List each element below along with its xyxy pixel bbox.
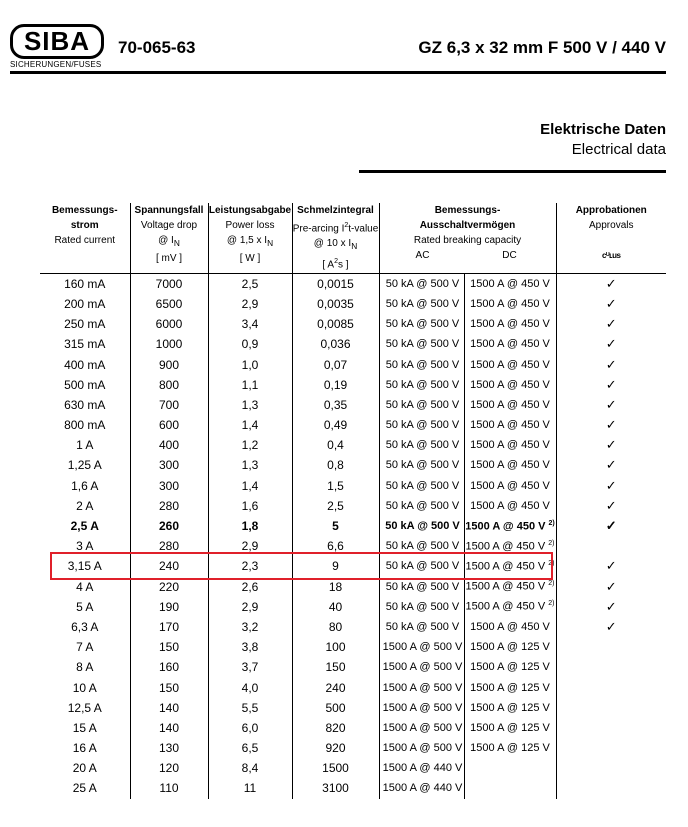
cell-i2t-value: 0,036 bbox=[292, 334, 379, 354]
cell-voltage-drop: 130 bbox=[130, 738, 208, 758]
col-approvals: Approbationen Approvals cᵁʟus bbox=[556, 203, 666, 273]
cell-rated-current: 1,25 A bbox=[67, 458, 102, 473]
cell-ac-breaking: 50 kA @ 500 V bbox=[379, 415, 464, 435]
cell-dc-breaking: 1500 A @ 450 V $^{2)}$ bbox=[464, 556, 556, 576]
cell-dc-breaking: 1500 A @ 125 V bbox=[464, 637, 556, 657]
table-row bbox=[40, 698, 666, 718]
cell-ac-breaking: 50 kA @ 500 V bbox=[379, 536, 464, 556]
table-row bbox=[40, 677, 666, 697]
table-row bbox=[40, 273, 666, 294]
cell-rated-current: 8 A bbox=[76, 660, 94, 675]
cell-i2t-value: 920 bbox=[292, 738, 379, 758]
cell-ac-breaking: 1500 A @ 500 V bbox=[379, 637, 464, 657]
cell-voltage-drop: 700 bbox=[130, 395, 208, 415]
cell-approval: ✓ bbox=[556, 415, 666, 435]
cell-ac-breaking: 50 kA @ 500 V bbox=[379, 617, 464, 637]
cell-ac-breaking: 50 kA @ 500 V bbox=[379, 455, 464, 475]
cell-ac-breaking: 50 kA @ 500 V bbox=[379, 314, 464, 334]
cell-voltage-drop: 110 bbox=[130, 778, 208, 798]
cell-ac-breaking: 50 kA @ 500 V bbox=[379, 576, 464, 596]
table-row bbox=[40, 455, 666, 475]
cell-dc-breaking: 1500 A @ 450 V bbox=[464, 354, 556, 374]
cell-power-loss: 8,4 bbox=[208, 758, 292, 778]
cell-rated-current: 315 mA bbox=[64, 337, 106, 352]
cell-rated-current: 4 A bbox=[76, 579, 94, 594]
cell-rated-current: 25 A bbox=[72, 781, 97, 796]
cell-dc-breaking: 1500 A @ 450 V bbox=[464, 476, 556, 496]
cell-rated-current: 500 mA bbox=[64, 377, 106, 392]
cell-voltage-drop: 220 bbox=[130, 576, 208, 596]
cell-approval bbox=[556, 657, 666, 677]
cell-approval: ✓ bbox=[556, 516, 666, 536]
cell-i2t-value: 0,19 bbox=[292, 375, 379, 395]
cell-i2t-value: 0,0015 bbox=[292, 273, 379, 294]
cell-voltage-drop: 260 bbox=[130, 516, 208, 536]
cell-rated-current: 160 mA bbox=[64, 276, 106, 291]
cell-ac-breaking: 50 kA @ 500 V bbox=[379, 476, 464, 496]
cell-rated-current: 6,3 A bbox=[71, 619, 99, 634]
cell-dc-breaking: 1500 A @ 450 V $^{2)}$ bbox=[464, 576, 556, 596]
cell-rated-current: 2 A bbox=[76, 498, 94, 513]
section-title-en: Electrical data bbox=[571, 141, 666, 158]
footnote-ref: 2) bbox=[548, 519, 555, 527]
siba-logo bbox=[10, 24, 104, 70]
cell-power-loss: 6,5 bbox=[208, 738, 292, 758]
logo-subtitle: SICHERUNGEN/FUSES bbox=[10, 60, 102, 69]
cell-rated-current: 7 A bbox=[76, 640, 94, 655]
cell-approval bbox=[556, 718, 666, 738]
cell-approval bbox=[556, 738, 666, 758]
cell-power-loss: 6,0 bbox=[208, 718, 292, 738]
cell-power-loss: 2,5 bbox=[208, 273, 292, 294]
cell-approval: ✓ bbox=[556, 334, 666, 354]
cell-power-loss: 1,4 bbox=[208, 415, 292, 435]
cell-ac-breaking: 50 kA @ 500 V bbox=[379, 354, 464, 374]
footnote-ref: 2) bbox=[548, 560, 555, 568]
cell-approval bbox=[556, 758, 666, 778]
logo-wordmark: SIBA bbox=[10, 24, 104, 59]
cell-rated-current: 1 A bbox=[76, 438, 94, 453]
cell-voltage-drop: 800 bbox=[130, 375, 208, 395]
table-row bbox=[40, 738, 666, 758]
cell-approval bbox=[556, 778, 666, 798]
cell-approval: ✓ bbox=[556, 617, 666, 637]
cell-power-loss: 1,8 bbox=[208, 516, 292, 536]
cell-i2t-value: 0,0035 bbox=[292, 294, 379, 314]
cell-ac-breaking: 50 kA @ 500 V bbox=[379, 375, 464, 395]
cell-power-loss: 1,3 bbox=[208, 455, 292, 475]
cell-power-loss: 0,9 bbox=[208, 334, 292, 354]
cell-power-loss: 1,4 bbox=[208, 476, 292, 496]
cell-ac-breaking: 1500 A @ 500 V bbox=[379, 698, 464, 718]
cell-dc-breaking: 1500 A @ 450 V $^{2)}$ bbox=[464, 536, 556, 556]
cell-voltage-drop: 300 bbox=[130, 476, 208, 496]
table-row bbox=[40, 294, 666, 314]
section-title-de: Elektrische Daten bbox=[540, 121, 666, 138]
cell-i2t-value: 3100 bbox=[292, 778, 379, 798]
cell-i2t-value: 5 bbox=[292, 516, 379, 536]
cell-dc-breaking: 1500 A @ 125 V bbox=[464, 718, 556, 738]
footnote-ref: 2) bbox=[548, 580, 555, 588]
cell-approval bbox=[556, 536, 666, 556]
col-i2t: Schmelzintegral Pre-arcing $I^2t$-value @ 10 x $I_N$ [ $A^2s$ ] bbox=[292, 205, 379, 271]
col-breaking-capacity: Bemessungs- Ausschaltvermögen Rated breaking capacity AC DC bbox=[379, 203, 556, 273]
cell-voltage-drop: 1000 bbox=[130, 334, 208, 354]
cell-i2t-value: 2,5 bbox=[292, 496, 379, 516]
cell-approval: ✓ bbox=[556, 294, 666, 314]
cell-rated-current: 3 A bbox=[76, 539, 94, 554]
cell-i2t-value: 150 bbox=[292, 657, 379, 677]
table-row bbox=[40, 718, 666, 738]
cell-approval: ✓ bbox=[556, 375, 666, 395]
header-rule bbox=[10, 71, 666, 74]
cell-dc-breaking: 1500 A @ 450 V bbox=[464, 496, 556, 516]
cell-power-loss: 2,9 bbox=[208, 597, 292, 617]
col-voltage-drop: Spannungsfall Voltage drop @ $I_N$ [ mV ] bbox=[130, 203, 208, 273]
cell-i2t-value: 0,0085 bbox=[292, 314, 379, 334]
cell-power-loss: 3,2 bbox=[208, 617, 292, 637]
cell-power-loss: 1,2 bbox=[208, 435, 292, 455]
cell-i2t-value: 80 bbox=[292, 617, 379, 637]
highlighted-row-marker bbox=[50, 552, 553, 580]
table-row bbox=[40, 435, 666, 455]
table-row bbox=[40, 597, 666, 617]
cell-approval: ✓ bbox=[556, 395, 666, 415]
cell-rated-current: 16 A bbox=[72, 741, 97, 756]
cell-dc-breaking: 1500 A @ 125 V bbox=[464, 677, 556, 697]
cell-rated-current: 20 A bbox=[72, 761, 97, 776]
cell-rated-current: 250 mA bbox=[64, 317, 106, 332]
cell-rated-current: 12,5 A bbox=[67, 700, 102, 715]
footnote-ref: 2) bbox=[548, 539, 555, 547]
cell-ac-breaking: 50 kA @ 500 V bbox=[379, 597, 464, 617]
cell-ac-breaking: 50 kA @ 500 V bbox=[379, 395, 464, 415]
cell-i2t-value: 1500 bbox=[292, 758, 379, 778]
cell-rated-current: 2,5 A bbox=[70, 519, 99, 533]
cell-dc-breaking: 1500 A @ 450 V bbox=[464, 435, 556, 455]
table-row bbox=[40, 354, 666, 374]
cell-i2t-value: 40 bbox=[292, 597, 379, 617]
table-row bbox=[40, 476, 666, 496]
col-ac: AC bbox=[415, 250, 430, 261]
cell-voltage-drop: 140 bbox=[130, 698, 208, 718]
cell-power-loss: 2,3 bbox=[208, 556, 292, 576]
cell-approval: ✓ bbox=[556, 354, 666, 374]
table-row bbox=[40, 496, 666, 516]
cell-voltage-drop: 6000 bbox=[130, 314, 208, 334]
table-row bbox=[40, 657, 666, 677]
cell-voltage-drop: 400 bbox=[130, 435, 208, 455]
cell-approval: ✓ bbox=[556, 435, 666, 455]
cell-rated-current: 630 mA bbox=[64, 397, 106, 412]
cell-rated-current: 1,6 A bbox=[71, 478, 99, 493]
cell-power-loss: 1,3 bbox=[208, 395, 292, 415]
cell-voltage-drop: 140 bbox=[130, 718, 208, 738]
cell-i2t-value: 0,07 bbox=[292, 354, 379, 374]
cell-approval: ✓ bbox=[556, 314, 666, 334]
cell-i2t-value: 0,4 bbox=[292, 435, 379, 455]
cell-voltage-drop: 7000 bbox=[130, 273, 208, 294]
cell-i2t-value: 6,6 bbox=[292, 536, 379, 556]
cell-dc-breaking: 1500 A @ 450 V bbox=[464, 294, 556, 314]
cell-power-loss: 1,6 bbox=[208, 496, 292, 516]
cell-dc-breaking bbox=[464, 778, 556, 798]
cell-i2t-value: 0,35 bbox=[292, 395, 379, 415]
part-number: 70-065-63 bbox=[118, 38, 196, 57]
cell-dc-breaking bbox=[464, 758, 556, 778]
cell-i2t-value: 0,8 bbox=[292, 455, 379, 475]
cell-power-loss: 1,0 bbox=[208, 354, 292, 374]
cell-ac-breaking: 50 kA @ 500 V bbox=[379, 556, 464, 576]
cell-voltage-drop: 120 bbox=[130, 758, 208, 778]
cell-i2t-value: 240 bbox=[292, 677, 379, 697]
cell-voltage-drop: 170 bbox=[130, 617, 208, 637]
cell-ac-breaking: 1500 A @ 440 V bbox=[379, 778, 464, 798]
cell-i2t-value: 18 bbox=[292, 576, 379, 596]
cell-voltage-drop: 240 bbox=[130, 556, 208, 576]
cell-i2t-value: 0,49 bbox=[292, 415, 379, 435]
cell-ac-breaking: 1500 A @ 500 V bbox=[379, 738, 464, 758]
cell-dc-breaking: 1500 A @ 125 V bbox=[464, 738, 556, 758]
cell-voltage-drop: 280 bbox=[130, 496, 208, 516]
cell-ac-breaking: 50 kA @ 500 V bbox=[379, 294, 464, 314]
cell-i2t-value: 820 bbox=[292, 718, 379, 738]
cell-i2t-value: 1,5 bbox=[292, 476, 379, 496]
cell-voltage-drop: 900 bbox=[130, 354, 208, 374]
cell-power-loss: 3,4 bbox=[208, 314, 292, 334]
cell-power-loss: 1,1 bbox=[208, 375, 292, 395]
cell-power-loss: 3,7 bbox=[208, 657, 292, 677]
cell-ac-breaking: 50 kA @ 500 V bbox=[379, 516, 464, 536]
cell-i2t-value: 9 bbox=[292, 556, 379, 576]
cell-power-loss: 2,9 bbox=[208, 294, 292, 314]
cell-power-loss: 3,8 bbox=[208, 637, 292, 657]
table-row bbox=[40, 758, 666, 778]
table-row bbox=[40, 375, 666, 395]
cell-power-loss: 2,6 bbox=[208, 576, 292, 596]
cell-voltage-drop: 160 bbox=[130, 657, 208, 677]
cell-dc-breaking: 1500 A @ 125 V bbox=[464, 657, 556, 677]
cell-approval: ✓ bbox=[556, 556, 666, 576]
table-row bbox=[40, 617, 666, 637]
cell-dc-breaking: 1500 A @ 450 V bbox=[464, 334, 556, 354]
cell-voltage-drop: 6500 bbox=[130, 294, 208, 314]
cell-ac-breaking: 50 kA @ 500 V bbox=[379, 273, 464, 294]
electrical-data-table bbox=[40, 203, 666, 799]
cell-dc-breaking: 1500 A @ 450 V $^{2)}$ bbox=[464, 597, 556, 617]
ul-recognized-icon: cᵁʟus bbox=[602, 251, 621, 260]
cell-approval: ✓ bbox=[556, 597, 666, 617]
cell-rated-current: 800 mA bbox=[64, 418, 106, 433]
table-row bbox=[40, 778, 666, 798]
cell-rated-current: 5 A bbox=[76, 599, 94, 614]
cell-power-loss: 4,0 bbox=[208, 677, 292, 697]
cell-dc-breaking: 1500 A @ 450 V $^{2)}$ bbox=[464, 516, 556, 536]
cell-voltage-drop: 600 bbox=[130, 415, 208, 435]
cell-ac-breaking: 50 kA @ 500 V bbox=[379, 334, 464, 354]
cell-voltage-drop: 280 bbox=[130, 536, 208, 556]
table-row bbox=[40, 334, 666, 354]
table-row bbox=[40, 516, 666, 536]
product-spec: GZ 6,3 x 32 mm F 500 V / 440 V bbox=[418, 38, 666, 57]
cell-power-loss: 11 bbox=[208, 778, 292, 798]
cell-dc-breaking: 1500 A @ 450 V bbox=[464, 395, 556, 415]
cell-rated-current: 200 mA bbox=[64, 296, 106, 311]
footnote-ref: 2) bbox=[548, 600, 555, 608]
table-row bbox=[40, 395, 666, 415]
cell-dc-breaking: 1500 A @ 450 V bbox=[464, 273, 556, 294]
cell-approval: ✓ bbox=[556, 476, 666, 496]
cell-voltage-drop: 150 bbox=[130, 677, 208, 697]
cell-ac-breaking: 1500 A @ 500 V bbox=[379, 657, 464, 677]
cell-approval: ✓ bbox=[556, 455, 666, 475]
cell-ac-breaking: 1500 A @ 440 V bbox=[379, 758, 464, 778]
table-row bbox=[40, 314, 666, 334]
cell-ac-breaking: 50 kA @ 500 V bbox=[379, 435, 464, 455]
col-power-loss: Leistungsabgabe Power loss @ 1,5 x $I_N$ [ W ] bbox=[208, 203, 292, 273]
cell-ac-breaking: 1500 A @ 500 V bbox=[379, 677, 464, 697]
cell-power-loss: 2,9 bbox=[208, 536, 292, 556]
cell-dc-breaking: 1500 A @ 450 V bbox=[464, 314, 556, 334]
cell-ac-breaking: 1500 A @ 500 V bbox=[379, 718, 464, 738]
cell-approval bbox=[556, 637, 666, 657]
cell-approval: ✓ bbox=[556, 496, 666, 516]
cell-voltage-drop: 300 bbox=[130, 455, 208, 475]
col-rated-current: Bemessungs- strom Rated current bbox=[51, 205, 118, 246]
section-rule bbox=[359, 170, 666, 173]
cell-dc-breaking: 1500 A @ 125 V bbox=[464, 698, 556, 718]
cell-rated-current: 400 mA bbox=[64, 357, 106, 372]
cell-power-loss: 5,5 bbox=[208, 698, 292, 718]
cell-rated-current: 3,15 A bbox=[67, 559, 102, 574]
cell-voltage-drop: 190 bbox=[130, 597, 208, 617]
cell-rated-current: 15 A bbox=[72, 720, 97, 735]
cell-ac-breaking: 50 kA @ 500 V bbox=[379, 496, 464, 516]
cell-approval bbox=[556, 698, 666, 718]
cell-approval: ✓ bbox=[556, 576, 666, 596]
cell-i2t-value: 100 bbox=[292, 637, 379, 657]
cell-rated-current: 10 A bbox=[72, 680, 97, 695]
table-row bbox=[40, 415, 666, 435]
cell-dc-breaking: 1500 A @ 450 V bbox=[464, 375, 556, 395]
col-dc: DC bbox=[502, 250, 517, 261]
cell-approval bbox=[556, 677, 666, 697]
cell-dc-breaking: 1500 A @ 450 V bbox=[464, 415, 556, 435]
cell-i2t-value: 500 bbox=[292, 698, 379, 718]
cell-dc-breaking: 1500 A @ 450 V bbox=[464, 617, 556, 637]
header-row bbox=[40, 203, 666, 273]
cell-voltage-drop: 150 bbox=[130, 637, 208, 657]
cell-dc-breaking: 1500 A @ 450 V bbox=[464, 455, 556, 475]
table-row bbox=[40, 637, 666, 657]
cell-approval: ✓ bbox=[556, 273, 666, 294]
